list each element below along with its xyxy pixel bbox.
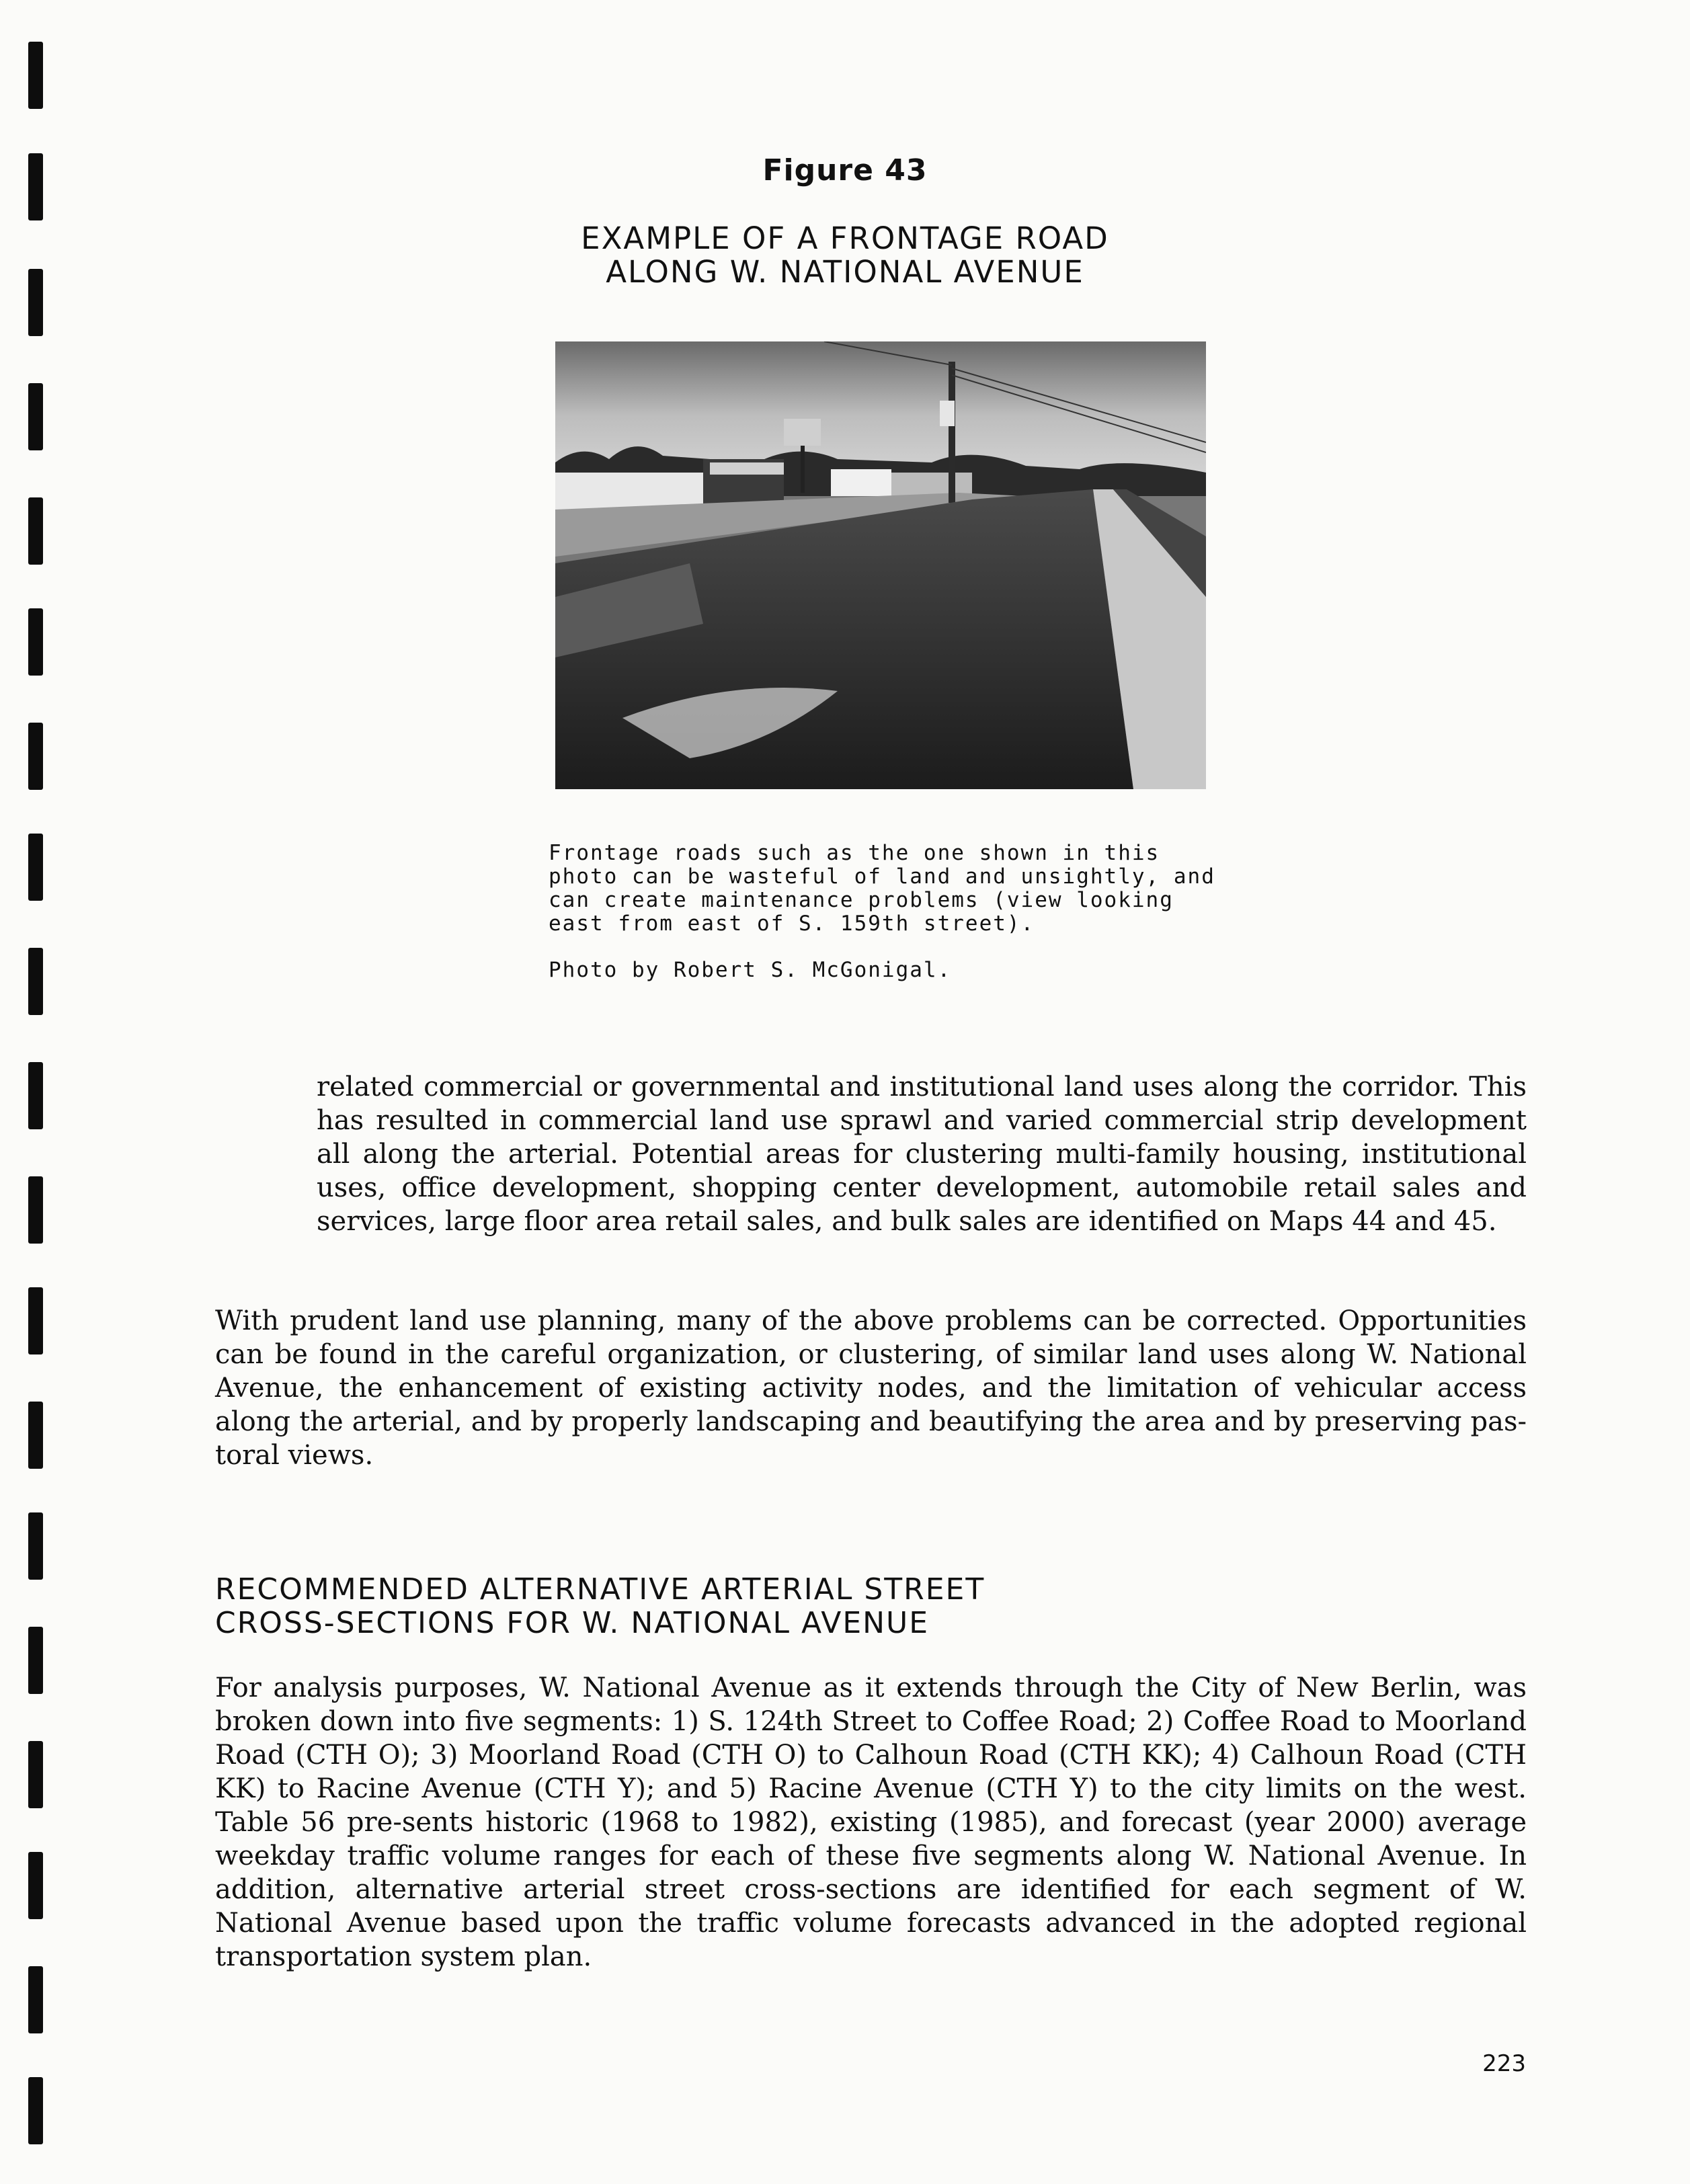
photo-illustration: [555, 341, 1206, 789]
figure-title-line1: EXAMPLE OF A FRONTAGE ROAD: [581, 220, 1109, 256]
binding-mark: [28, 608, 43, 676]
binding-mark: [28, 1062, 43, 1129]
binding-mark: [28, 834, 43, 901]
frontage-road-photo: [555, 341, 1206, 789]
photo-credit: Photo by Robert S. McGonigal.: [549, 958, 952, 982]
figure-label: Figure 43: [762, 153, 928, 188]
figure-title: [0, 222, 1690, 289]
body-paragraph-1: related commercial or governmental and institutional land uses along the corridor. This has resulted in commercial land use sprawl and varied commercial strip development all along the arterial. Potential areas for clustering multi-family housing, institutional uses, office development, shopping center development, automobile retail sales and services, large floor area retail sales, and bulk sales are identified on Maps 44 and 45.: [317, 1071, 1527, 1237]
body-paragraph-2: With prudent land use planning, many of the above problems can be corrected. Opportunities can be found in the careful organization, or clustering, of similar land uses along W. National Avenue, the enhancement of existing activity nodes, and the limitation of vehicular access along the arterial, and by properly landscaping and beautifying the area and by preserving pas-toral views.: [215, 1305, 1527, 1471]
binding-mark: [28, 948, 43, 1015]
page-number: 223: [1482, 2050, 1526, 2077]
binding-mark: [28, 1402, 43, 1469]
binding-mark: [28, 1627, 43, 1694]
section-heading: [215, 1573, 1526, 1640]
binding-mark: [28, 1966, 43, 2033]
binding-mark: [28, 1176, 43, 1244]
binding-mark: [28, 1287, 43, 1354]
binding-mark: [28, 42, 43, 109]
section-heading-line1: RECOMMENDED ALTERNATIVE ARTERIAL STREET: [215, 1572, 985, 1607]
binding-mark: [28, 497, 43, 565]
binding-mark: [28, 1852, 43, 1919]
section-heading-line2: CROSS-SECTIONS FOR W. NATIONAL AVENUE: [215, 1606, 930, 1640]
photo-caption: Frontage roads such as the one shown in this photo can be wasteful of land and unsightly, and can create maintenance problems (view looking east from east of S. 159th street).: [549, 841, 1215, 936]
figure-title-line2: ALONG W. NATIONAL AVENUE: [606, 254, 1084, 290]
body-paragraph-3: For analysis purposes, W. National Avenue as it extends through the City of New Berlin, was broken down into five segments: 1) S. 124th Street to Coffee Road; 2) Coffee Road to Moorland Road (CTH O); 3) Moorland Road (CTH O) to Calhoun Road (CTH KK); 4) Calhoun Road (CTH KK) to Racine Avenue (CTH Y); and 5) Racine Avenue (CTH Y) to the city limits on the west. Table 56 pre-sents historic (1968 to 1982), existing (1985), and forecast (year 2000) average weekday traffic volume ranges for each of these five segments along W. National Avenue. In addition, alternative arterial street cross-sections are identified for each segment of W. National Avenue based upon the traffic volume forecasts advanced in the adopted regional transportation system plan.: [215, 1672, 1527, 1972]
binding-mark: [28, 723, 43, 790]
binding-mark: [28, 1741, 43, 1808]
binding-mark: [28, 1512, 43, 1580]
binding-mark: [28, 2077, 43, 2144]
binding-mark: [28, 383, 43, 450]
